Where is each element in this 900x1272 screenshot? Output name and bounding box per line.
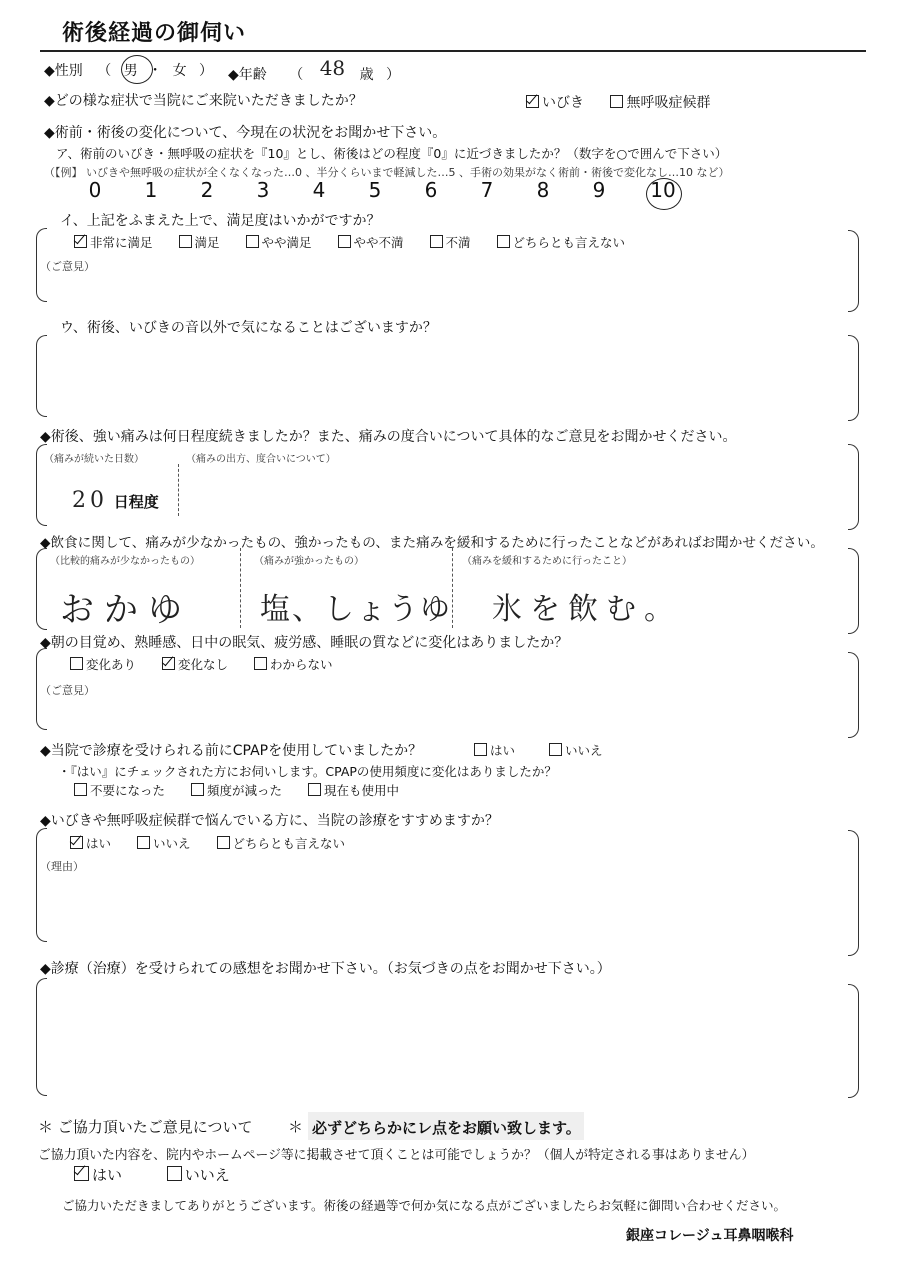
diet-col1-label: （比較的痛みが少なかったもの） (50, 556, 200, 567)
option-label: やや不満 (353, 235, 404, 250)
impression-bracket-left (36, 978, 47, 1096)
satisfaction-question: イ、上記をふまえた上で、満足度はいかがですか？ (60, 213, 381, 229)
cpap-option-still-using[interactable] (308, 781, 399, 799)
option-label: 無呼吸症候群 (626, 95, 711, 111)
gender-female-option[interactable]: 女 (172, 63, 187, 79)
scale-3[interactable]: 3 (256, 178, 270, 202)
sleep-comment-label: （ご意見） (40, 684, 95, 697)
change-sub-question: ア、術前のいびき・無呼吸の症状を『10』とし、術後はどの程度『0』に近づきましたか？（数字を○で囲んで下さい） (56, 146, 728, 161)
option-label: どちらとも言えない (232, 836, 346, 851)
sleep-options (70, 655, 355, 673)
diet-col2-answer[interactable]: 塩、しょうゆ (260, 592, 452, 627)
recommend-reason-label: （理由） (40, 860, 84, 873)
sleep-bracket-right (848, 652, 859, 738)
pain-column-divider (178, 464, 179, 516)
checkbox-icon (549, 743, 562, 756)
scale-2[interactable]: 2 (200, 178, 214, 202)
scale-6[interactable]: 6 (424, 178, 438, 202)
checkbox-checked-icon (70, 836, 83, 849)
diet-col2-label: （痛みが強かったもの） (254, 556, 364, 567)
change-example: （【例】 いびきや無呼吸の症状が全くなくなった…0 、半分くらいまで軽減した…5 、手術の効果がなく術前・術後で変化なし…10 など） (44, 166, 730, 179)
clinic-name: 銀座コレージュ耳鼻咽喉科 (626, 1228, 794, 1244)
scale-10[interactable]: 10 (650, 178, 676, 202)
checkbox-icon (191, 783, 204, 796)
symptom-question: ◆どの様な症状で当院にご来院いただきましたか？ (44, 93, 363, 109)
cpap-followup-question: ・『はい』にチェックされた方にお伺いします。CPAPの使用頻度に変化はありましたか？ (58, 764, 557, 779)
checkbox-icon (308, 783, 321, 796)
scale-selection-circle (646, 178, 682, 210)
satisfaction-option-somewhat-satisfied[interactable] (246, 233, 312, 251)
diet-bracket-right (848, 548, 859, 634)
symptom-options (526, 92, 732, 112)
publish-heading-left: ＊ ご協力頂いたご意見について (38, 1118, 253, 1136)
option-label: 変化なし (178, 657, 229, 672)
page-title: 術後経過の御伺い (62, 21, 247, 46)
option-label: いいえ (153, 836, 191, 851)
gender-label: ◆性別 (44, 63, 83, 79)
diet-col3-label: （痛みを緩和するために行ったこと） (462, 556, 632, 567)
publish-heading-emphasis: 必ずどちらかにレ点をお願い致します。 (312, 1119, 581, 1137)
cpap-followup-options (74, 781, 421, 799)
publish-option-yes[interactable] (74, 1164, 122, 1185)
checkbox-checked-icon (162, 657, 175, 670)
pain-days-value: 20 (72, 488, 108, 513)
cpap-option-reduced[interactable] (191, 781, 282, 799)
sleep-option-unknown[interactable] (254, 655, 333, 673)
option-label: どちらとも言えない (512, 235, 626, 250)
scale-7[interactable]: 7 (480, 178, 494, 202)
option-label: やや満足 (261, 235, 312, 250)
diet-divider-1 (240, 548, 241, 628)
satisfaction-option-dissatisfied[interactable] (430, 233, 471, 251)
cpap-options (474, 741, 625, 759)
publish-heading-star: ＊ (288, 1118, 304, 1136)
checkbox-icon (246, 235, 259, 248)
satisfaction-options (74, 233, 647, 251)
age-row (228, 56, 401, 84)
pain-question: ◆術後、強い痛みは何日程度続きましたか？また、痛みの度合いについて具体的なご意見をお聞かせください。 (40, 429, 737, 445)
checkbox-icon (497, 235, 510, 248)
age-label: ◆年齢 (228, 67, 267, 83)
cpap-option-no[interactable] (549, 741, 603, 759)
recommend-option-yes[interactable] (70, 834, 111, 852)
checkbox-checked-icon (74, 1166, 89, 1181)
publish-question: ご協力頂いた内容を、院内やホームページ等に掲載させて頂くことは可能でしょうか？（個人が特定される事はありません） (38, 1148, 755, 1163)
diet-question: ◆飲食に関して、痛みが少なかったもの、強かったもの、また痛みを緩和するために行ったことなどがあればお聞かせください。 (40, 535, 824, 551)
concern-bracket-right (848, 335, 859, 421)
checkbox-icon (74, 783, 87, 796)
option-label: いびき (542, 95, 584, 111)
thanks-message: ご協力いただきましてありがとうございます。術後の経過等で何か気になる点がございましたらお気軽に御問い合わせください。 (62, 1198, 787, 1213)
option-label: 満足 (194, 235, 220, 250)
option-label: いいえ (184, 1166, 230, 1184)
age-close-paren: ） (386, 67, 401, 83)
satisfaction-comment-label: （ご意見） (40, 260, 95, 273)
symptom-option-snoring[interactable] (526, 92, 584, 112)
checkbox-checked-icon (526, 95, 539, 108)
recommend-option-neutral[interactable] (217, 834, 346, 852)
age-unit: 歳 (359, 67, 374, 83)
age-open-paren: （ (289, 67, 304, 83)
cpap-option-unnecessary[interactable] (74, 781, 165, 799)
gender-male-label: 男 (123, 63, 138, 79)
title-underline (40, 50, 866, 52)
checkbox-icon (430, 235, 443, 248)
option-label: はい (92, 1166, 123, 1184)
checkbox-icon (137, 836, 150, 849)
publish-option-no[interactable] (167, 1164, 230, 1185)
change-question: ◆術前・術後の変化について、今現在の状況をお聞かせ下さい。 (44, 125, 447, 141)
scale-0[interactable]: 0 (88, 178, 102, 202)
checkbox-icon (474, 743, 487, 756)
checkbox-checked-icon (74, 235, 87, 248)
recommend-bracket-left (36, 828, 47, 942)
recommend-bracket-right (848, 830, 859, 956)
cpap-question: ◆当院で診療を受けられる前にCPAPを使用していましたか？ (40, 743, 423, 759)
satisfaction-option-neutral[interactable] (497, 233, 626, 251)
diet-divider-2 (452, 548, 453, 628)
concern-bracket-left (36, 335, 47, 417)
option-label: 現在も使用中 (324, 783, 400, 798)
gender-selection-circle (121, 55, 153, 84)
option-label: 不満 (445, 235, 471, 250)
gender-close-paren: ） (199, 63, 214, 79)
impression-question: ◆診療（治療）を受けられての感想をお聞かせ下さい。（お気づきの点をお聞かせ下さい。） (40, 961, 611, 977)
checkbox-icon (217, 836, 230, 849)
option-label: 不要になった (90, 783, 166, 798)
sleep-option-no-change[interactable] (162, 655, 228, 673)
sleep-question: ◆朝の目覚め、熟睡感、日中の眠気、疲労感、睡眠の質などに変化はありましたか？ (40, 635, 569, 651)
diet-bracket-left (36, 548, 47, 630)
checkbox-icon (610, 95, 623, 108)
scale-1[interactable]: 1 (144, 178, 158, 202)
gender-open-paren: （ (97, 63, 112, 79)
checkbox-icon (338, 235, 351, 248)
scale-5[interactable]: 5 (368, 178, 382, 202)
gender-separator: ・ (148, 63, 163, 79)
satisfaction-option-satisfied[interactable] (179, 233, 220, 251)
age-value[interactable]: 48 (319, 56, 346, 80)
option-label: 非常に満足 (90, 235, 153, 250)
option-label: わからない (270, 657, 333, 672)
checkbox-icon (179, 235, 192, 248)
recommend-options (70, 834, 367, 852)
recommend-question: ◆いびきや無呼吸症候群で悩んでいる方に、当院の診療をすすめますか？ (40, 813, 499, 829)
satisfaction-option-very-satisfied[interactable] (74, 233, 153, 251)
publish-options (74, 1164, 252, 1185)
pain-bracket-right (848, 444, 859, 530)
option-label: 変化あり (86, 657, 137, 672)
option-label: はい (490, 743, 516, 758)
scale-4[interactable]: 4 (312, 178, 326, 202)
concern-question: ウ、術後、いびきの音以外で気になることはございますか？ (60, 320, 437, 336)
option-label: はい (86, 836, 112, 851)
cpap-option-yes[interactable] (474, 741, 515, 759)
option-label: いいえ (565, 743, 603, 758)
sleep-option-changed[interactable] (70, 655, 136, 673)
checkbox-icon (70, 657, 83, 670)
scale-8[interactable]: 8 (536, 178, 550, 202)
satisfaction-option-somewhat-dissatisfied[interactable] (338, 233, 404, 251)
pain-degree-label: （痛みの出方、度合いについて） (186, 454, 336, 465)
checkbox-icon (254, 657, 267, 670)
pain-days-answer[interactable] (72, 488, 159, 513)
pain-days-label: （痛みが続いた日数） (44, 454, 144, 465)
diet-col3-answer[interactable]: 氷を飲む。 (492, 592, 682, 627)
option-label: 頻度が減った (207, 783, 283, 798)
scale-9[interactable]: 9 (592, 178, 606, 202)
recommend-option-no[interactable] (137, 834, 191, 852)
checkbox-icon (167, 1166, 182, 1181)
impression-bracket-right (848, 984, 859, 1098)
satisfaction-bracket-right (848, 230, 859, 312)
diet-col1-answer[interactable]: おかゆ (60, 590, 192, 630)
symptom-option-apnea[interactable] (610, 92, 710, 112)
pain-days-suffix: 日程度 (113, 493, 159, 511)
